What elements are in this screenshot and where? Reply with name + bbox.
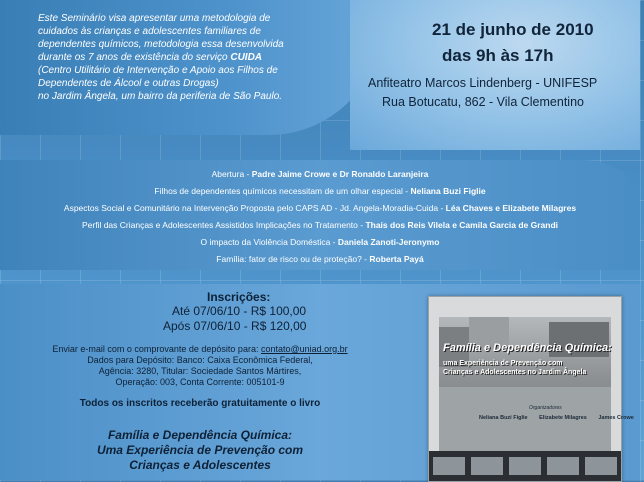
film-strip — [429, 451, 621, 481]
intro-line — [38, 51, 388, 64]
intro-line: cuidados às crianças e adolescentes familiares de — [38, 26, 261, 37]
book-title-line: Uma Experiência de Prevenção com — [96, 443, 304, 457]
intro-line: Dependentes de Álcool e outras Drogas) — [38, 78, 219, 89]
cover-subtitle — [443, 359, 613, 377]
cover-authors — [479, 415, 634, 421]
deposit-line: Agência: 3280, Titular: Sociedade Santos Mártires, — [98, 366, 302, 376]
deposit-intro: Enviar e-mail com o comprovante de depósito para: — [52, 344, 261, 354]
cover-subtitle-line: Crianças e Adolescentes no Jardim Ângela — [443, 369, 587, 376]
intro-line: no Jardim Ângela, um bairro da periferia de São Paulo. — [38, 91, 283, 102]
registration-title: Inscrições: — [207, 290, 271, 304]
intro-line: (Centro Utilitário de Intervenção e Apoio aos Filhos de — [38, 65, 278, 76]
book-title-line: Crianças e Adolescentes — [129, 458, 271, 472]
event-info-panel — [350, 0, 640, 150]
program-speaker: Thaís dos Reis Vilela e Camila Garcia de Grandi — [365, 220, 559, 230]
intro-line: Este Seminário visa apresentar uma metodologia de — [38, 13, 271, 24]
deposit-line: Dados para Depósito: Banco: Caixa Econômica Federal, — [87, 355, 313, 365]
program-topic: Perfil das Crianças e Adolescentes Assistidos Implicações no Tratamento - — [81, 220, 366, 230]
book-title-line: Família e Dependência Química: — [107, 428, 293, 442]
program-speaker: Roberta Payá — [369, 254, 424, 264]
event-venue: Anfiteatro Marcos Lindenberg - UNIFESP — [368, 76, 598, 90]
service-name: CUIDA — [230, 52, 263, 63]
program-speaker: Léa Chaves e Elizabete Milagres — [445, 203, 577, 213]
program-panel — [0, 160, 640, 270]
event-time: das 9h às 17h — [442, 46, 554, 65]
program-speaker: Padre Jaime Crowe e Dr Ronaldo Laranjeira — [251, 169, 429, 179]
program-item — [0, 200, 640, 217]
cover-subtitle-line: uma Experiência de Prevenção com — [443, 360, 563, 367]
book-note: Todos os inscritos receberão gratuitamente o livro — [79, 398, 321, 409]
program-item — [0, 166, 640, 183]
cover-author: Elizabete Milagres — [539, 415, 587, 421]
cover-title: Família e Dependência Química: — [443, 342, 612, 354]
program-topic: Filhos de dependentes químicos necessitam de um olhar especial - — [154, 186, 411, 196]
program-list — [0, 166, 640, 268]
program-topic: Abertura - — [211, 169, 252, 179]
event-address: Rua Botucatu, 862 - Vila Clementino — [382, 95, 584, 109]
program-topic: Aspectos Social e Comunitário na Intervenção Proposta pelo CAPS AD - Jd. Angela-Moradia-Cuida - — [63, 203, 446, 213]
deposit-line: Operação: 003, Conta Corrente: 005101-9 — [115, 377, 285, 387]
price-early: Até 07/06/10 - R$ 100,00 — [172, 304, 307, 318]
program-item — [0, 251, 640, 268]
program-topic: Família: fator de risco ou de proteção? - — [216, 254, 370, 264]
book-title — [0, 428, 400, 473]
intro-text — [38, 12, 388, 103]
event-date: 21 de junho de 2010 — [432, 20, 594, 39]
program-item — [0, 217, 640, 234]
program-topic: O impacto da Violência Doméstica - — [200, 237, 338, 247]
email-link[interactable]: contato@uniad.org.br — [260, 344, 348, 354]
cover-author: James Crowe — [598, 415, 634, 421]
program-item — [0, 234, 640, 251]
deposit-info — [0, 344, 400, 388]
cover-author: Neliana Buzi Figlie — [479, 415, 528, 421]
book-cover-image — [428, 296, 634, 482]
cover-organizers-label: Organizadores — [529, 405, 562, 411]
program-item — [0, 183, 640, 200]
intro-line-text: durante os 7 anos de existência do serviço — [38, 52, 228, 63]
cover-photo — [439, 317, 611, 467]
intro-line: dependentes químicos, metodologia essa desenvolvida — [38, 39, 284, 50]
program-speaker: Daniela Zanoti-Jeronymo — [337, 237, 440, 247]
deposit-email-line — [0, 344, 400, 355]
program-speaker: Neliana Buzi Figlie — [410, 186, 486, 196]
price-late: Após 07/06/10 - R$ 120,00 — [163, 319, 307, 333]
intro-panel — [0, 0, 390, 135]
